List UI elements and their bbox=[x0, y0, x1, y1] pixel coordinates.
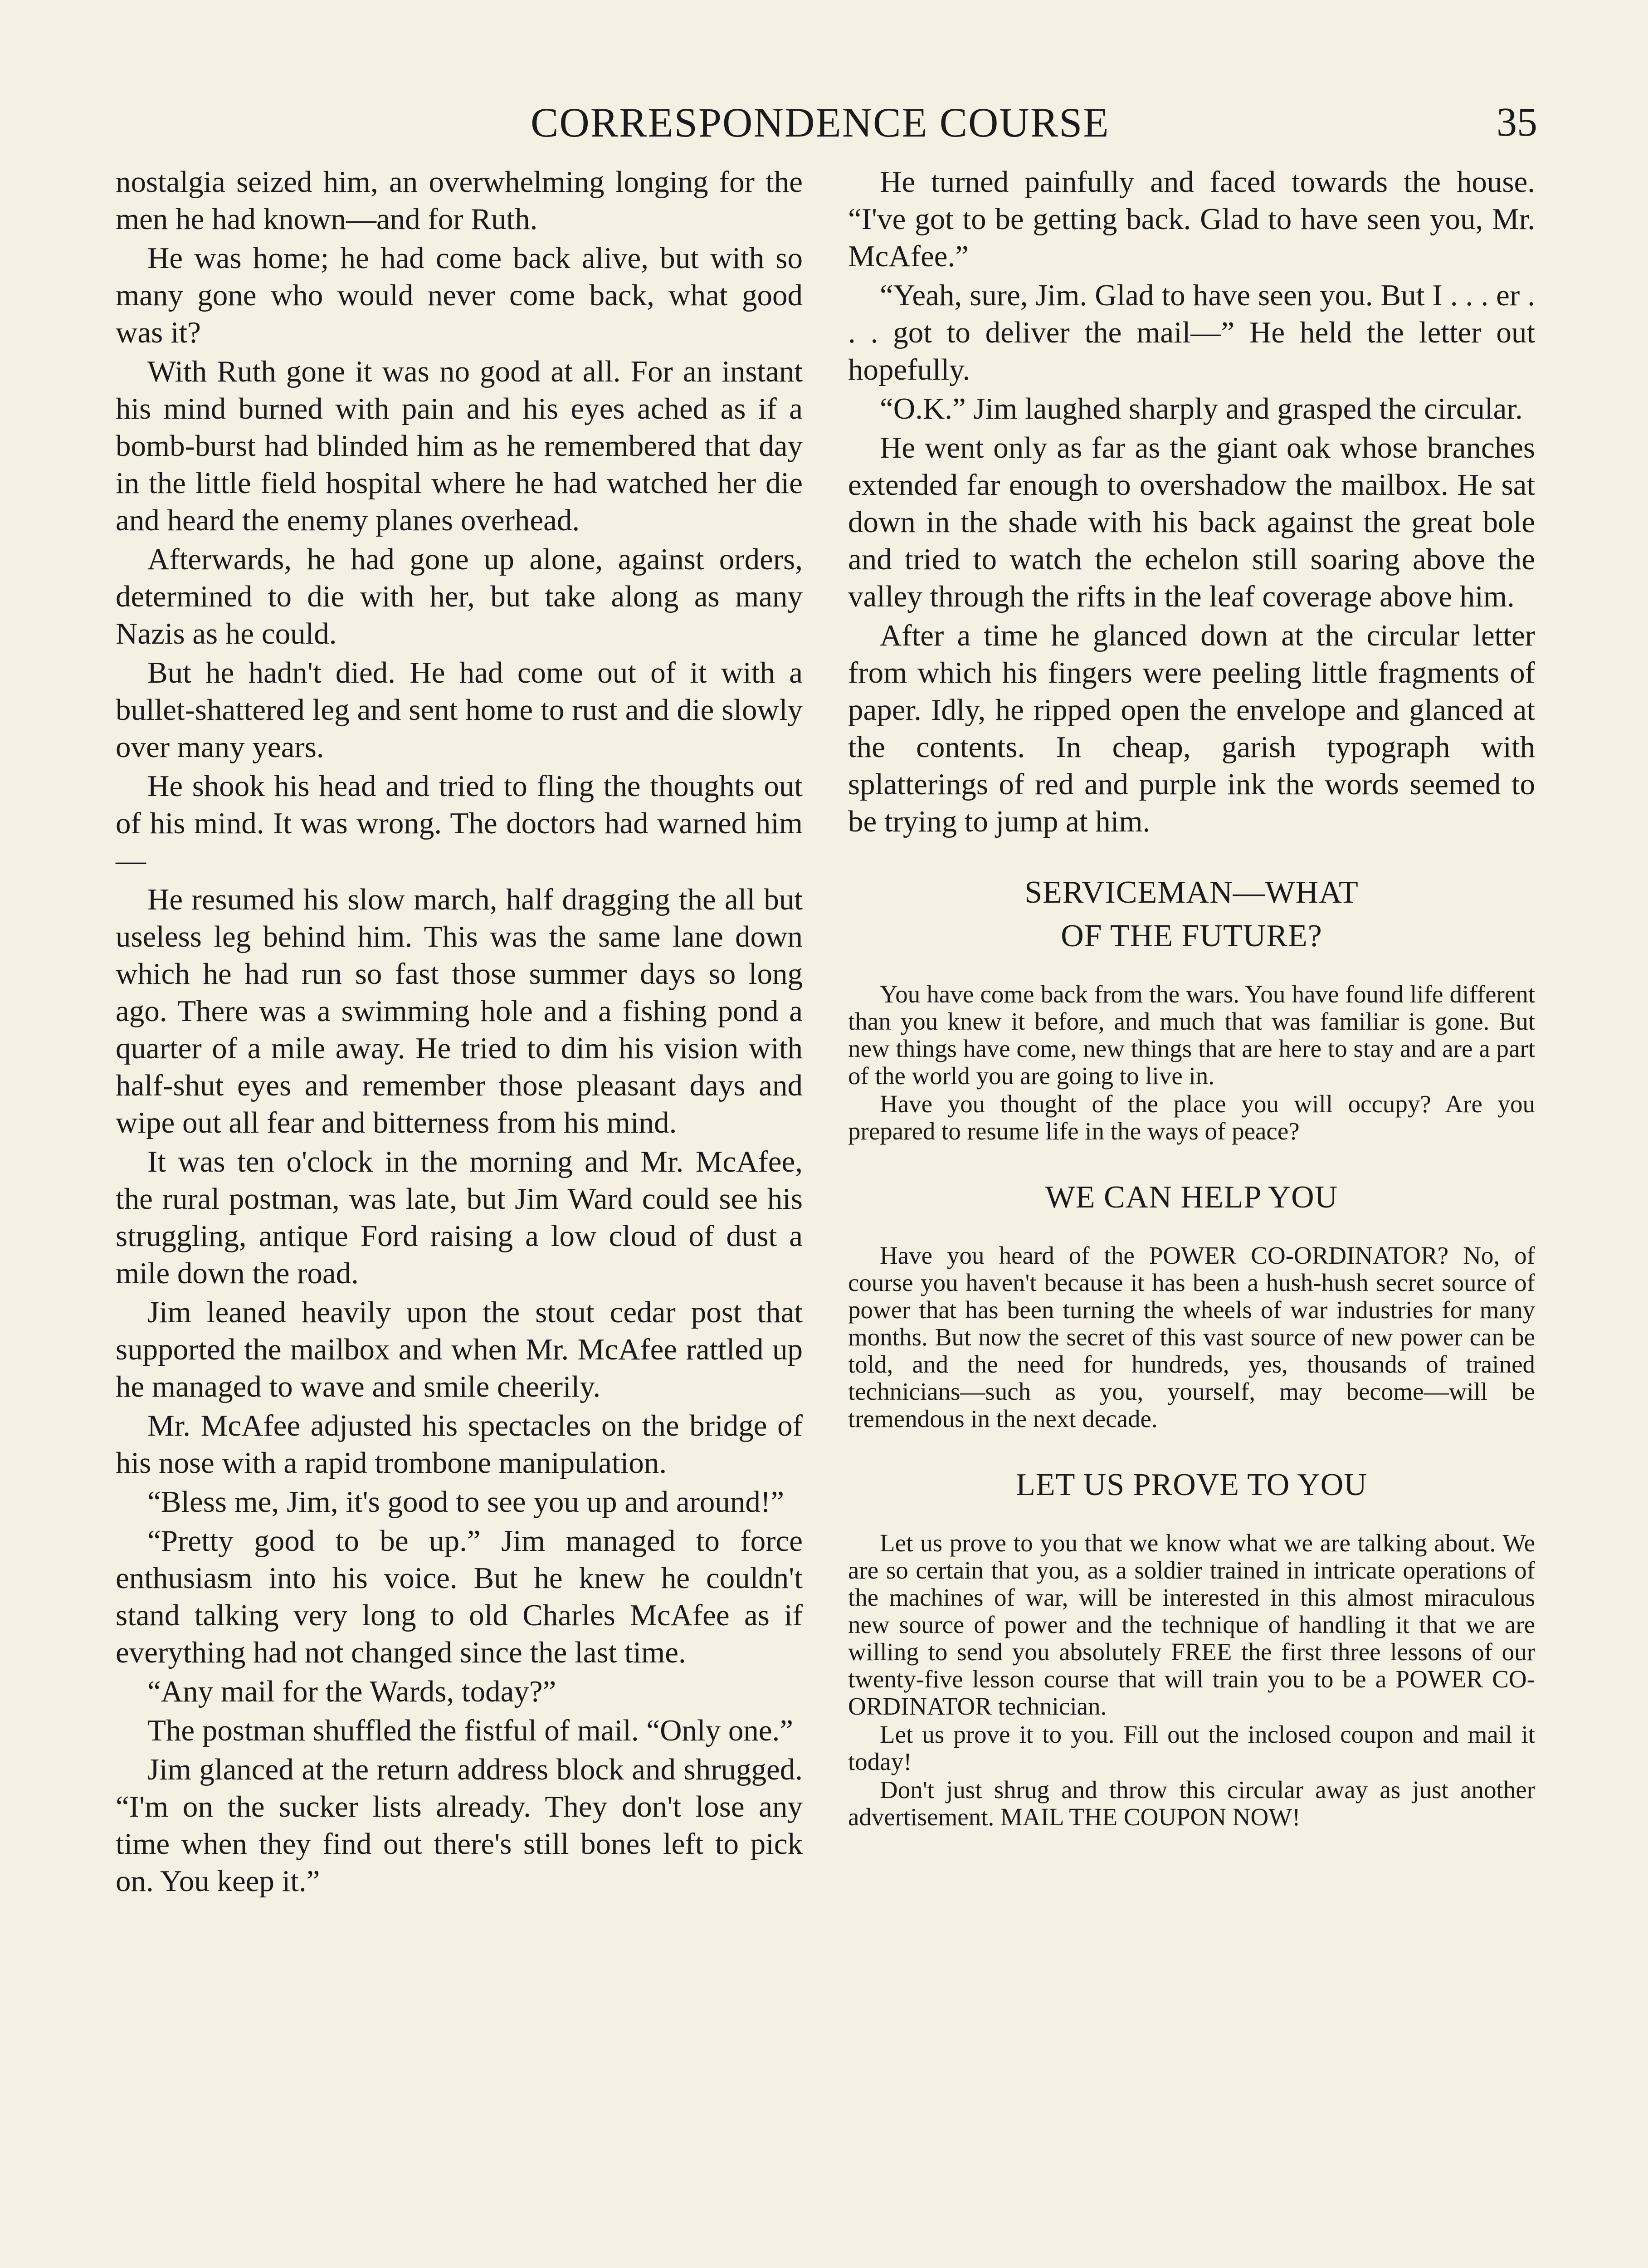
circular-section-prove bbox=[848, 1463, 1535, 1831]
right-column bbox=[848, 163, 1535, 1832]
story-paragraph: He resumed his slow march, half dragging the all but useless leg behind him. This was the same lane down which he had run so fast those summer days so long ago. There was a swimming hole and a fishing pond a quarter of a mile away. He tried to dim his vision with half-shut eyes and remember those pleasant days and wipe out all fear and bitterness from his mind. bbox=[116, 883, 803, 1139]
left-column bbox=[116, 163, 803, 1901]
circular-heading bbox=[848, 1463, 1535, 1507]
running-head-title: CORRESPONDENCE COURSE bbox=[531, 99, 1110, 146]
story-paragraph: The postman shuffled the fistful of mail. “Only one.” bbox=[147, 1714, 794, 1747]
circular-paragraph: You have come back from the wars. You have found life different than you knew it before, and much that was familiar is gone. But new things have come, new things that are here to stay and are a part of the world you are going to live in. bbox=[848, 980, 1535, 1090]
circular-heading-line: LET US PROVE TO YOU bbox=[1016, 1467, 1367, 1502]
circular-section-help bbox=[848, 1176, 1535, 1432]
story-paragraph: But he hadn't died. He had come out of it with a bullet-shattered leg and sent home to rust and die slowly over many years. bbox=[116, 656, 803, 764]
story-paragraph: Jim leaned heavily upon the stout cedar post that supported the mailbox and when Mr. McAfee rattled up he managed to wave and smile cheerily. bbox=[116, 1295, 803, 1403]
story-paragraph: “O.K.” Jim laughed sharply and grasped the circular. bbox=[880, 392, 1523, 425]
circular-paragraph: Have you heard of the POWER CO-ORDINATOR? No, of course you haven't because it has been a hush-hush secret source of power that has been turning the wheels of war industries for many months. But now the secret of this vast source of new power can be told, and the need for hundreds, yes, thousands of trained technicians—such as you, yourself, may become—will be tremendous in the next decade. bbox=[848, 1242, 1535, 1432]
story-paragraph: “Bless me, Jim, it's good to see you up and around!” bbox=[147, 1485, 784, 1519]
circular-section-serviceman bbox=[848, 871, 1535, 1145]
story-paragraph: nostalgia seized him, an overwhelming longing for the men he had known—and for Ruth. bbox=[116, 165, 803, 236]
story-paragraph: With Ruth gone it was no good at all. For an instant his mind burned with pain and his eyes ached as if a bomb-burst had blinded him as he remembered that day in the little field hospital where he had watched her die and heard the enemy planes overhead. bbox=[116, 355, 803, 537]
story-paragraph: He turned painfully and faced towards the house. “I've got to be getting back. Glad to have seen you, Mr. McAfee.” bbox=[848, 165, 1535, 273]
story-paragraph: After a time he glanced down at the circular letter from which his fingers were peeling little fragments of paper. Idly, he ripped open the envelope and glanced at the contents. In cheap, garish typograph with splatterings of red and purple ink the words seemed to be trying to jump at him. bbox=[848, 619, 1535, 838]
page-header bbox=[0, 95, 1648, 150]
circular-heading bbox=[848, 871, 1535, 958]
story-paragraph: Afterwards, he had gone up alone, against orders, determined to die with her, but take along as many Nazis as he could. bbox=[116, 543, 803, 650]
circular-heading-line: OF THE FUTURE? bbox=[1061, 919, 1322, 953]
story-paragraph: “Yeah, sure, Jim. Glad to have seen you. But I . . . er . . . got to deliver the mail—” He held the letter out hopefully. bbox=[848, 279, 1535, 386]
story-paragraph: It was ten o'clock in the morning and Mr. McAfee, the rural postman, was late, but Jim Ward could see his struggling, antique Ford raising a low cloud of dust a mile down the road. bbox=[116, 1145, 803, 1290]
circular-heading-line: WE CAN HELP YOU bbox=[1045, 1180, 1338, 1215]
circular-paragraph: Let us prove it to you. Fill out the inclosed coupon and mail it today! bbox=[848, 1721, 1535, 1775]
circular-paragraph: Let us prove to you that we know what we are talking about. We are so certain that you, as a soldier trained in intricate operations of the machines of war, will be interested in this almost miraculous new source of power and the technique of handling it that we are willing to send you absolutely FREE the first three lessons of our twenty-five lesson course that will train you to be a POWER CO-ORDINATOR technician. bbox=[848, 1529, 1535, 1720]
story-paragraph: He went only as far as the giant oak whose branches extended far enough to overshadow the mailbox. He sat down in the shade with his back against the great bole and tried to watch the echelon still soaring above the valley through the rifts in the leaf coverage above him. bbox=[848, 431, 1535, 613]
story-paragraph: He was home; he had come back alive, but with so many gone who would never come back, what good was it? bbox=[116, 241, 803, 349]
page-number: 35 bbox=[1497, 100, 1537, 145]
circular-heading bbox=[848, 1176, 1535, 1219]
story-paragraph: “Any mail for the Wards, today?” bbox=[147, 1675, 556, 1708]
story-paragraph: Jim glanced at the return address block and shrugged. “I'm on the sucker lists already. They don't lose any time when they find out there's still bones left to pick on. You keep it.” bbox=[116, 1753, 803, 1898]
circular-paragraph: Don't just shrug and throw this circular away as just another advertisement. MAIL THE COUPON NOW! bbox=[848, 1776, 1535, 1831]
story-paragraph: Mr. McAfee adjusted his spectacles on the bridge of his nose with a rapid trombone manipulation. bbox=[116, 1409, 803, 1480]
story-paragraph: He shook his head and tried to fling the thoughts out of his mind. It was wrong. The doctors had warned him— bbox=[116, 769, 803, 877]
circular-heading-line: SERVICEMAN—WHAT bbox=[1024, 875, 1359, 910]
story-paragraph: “Pretty good to be up.” Jim managed to force enthusiasm into his voice. But he knew he couldn't stand talking very long to old Charles McAfee as if everything had not changed since the last time. bbox=[116, 1524, 803, 1669]
circular-paragraph: Have you thought of the place you will occupy? Are you prepared to resume life in the ways of peace? bbox=[848, 1090, 1535, 1145]
